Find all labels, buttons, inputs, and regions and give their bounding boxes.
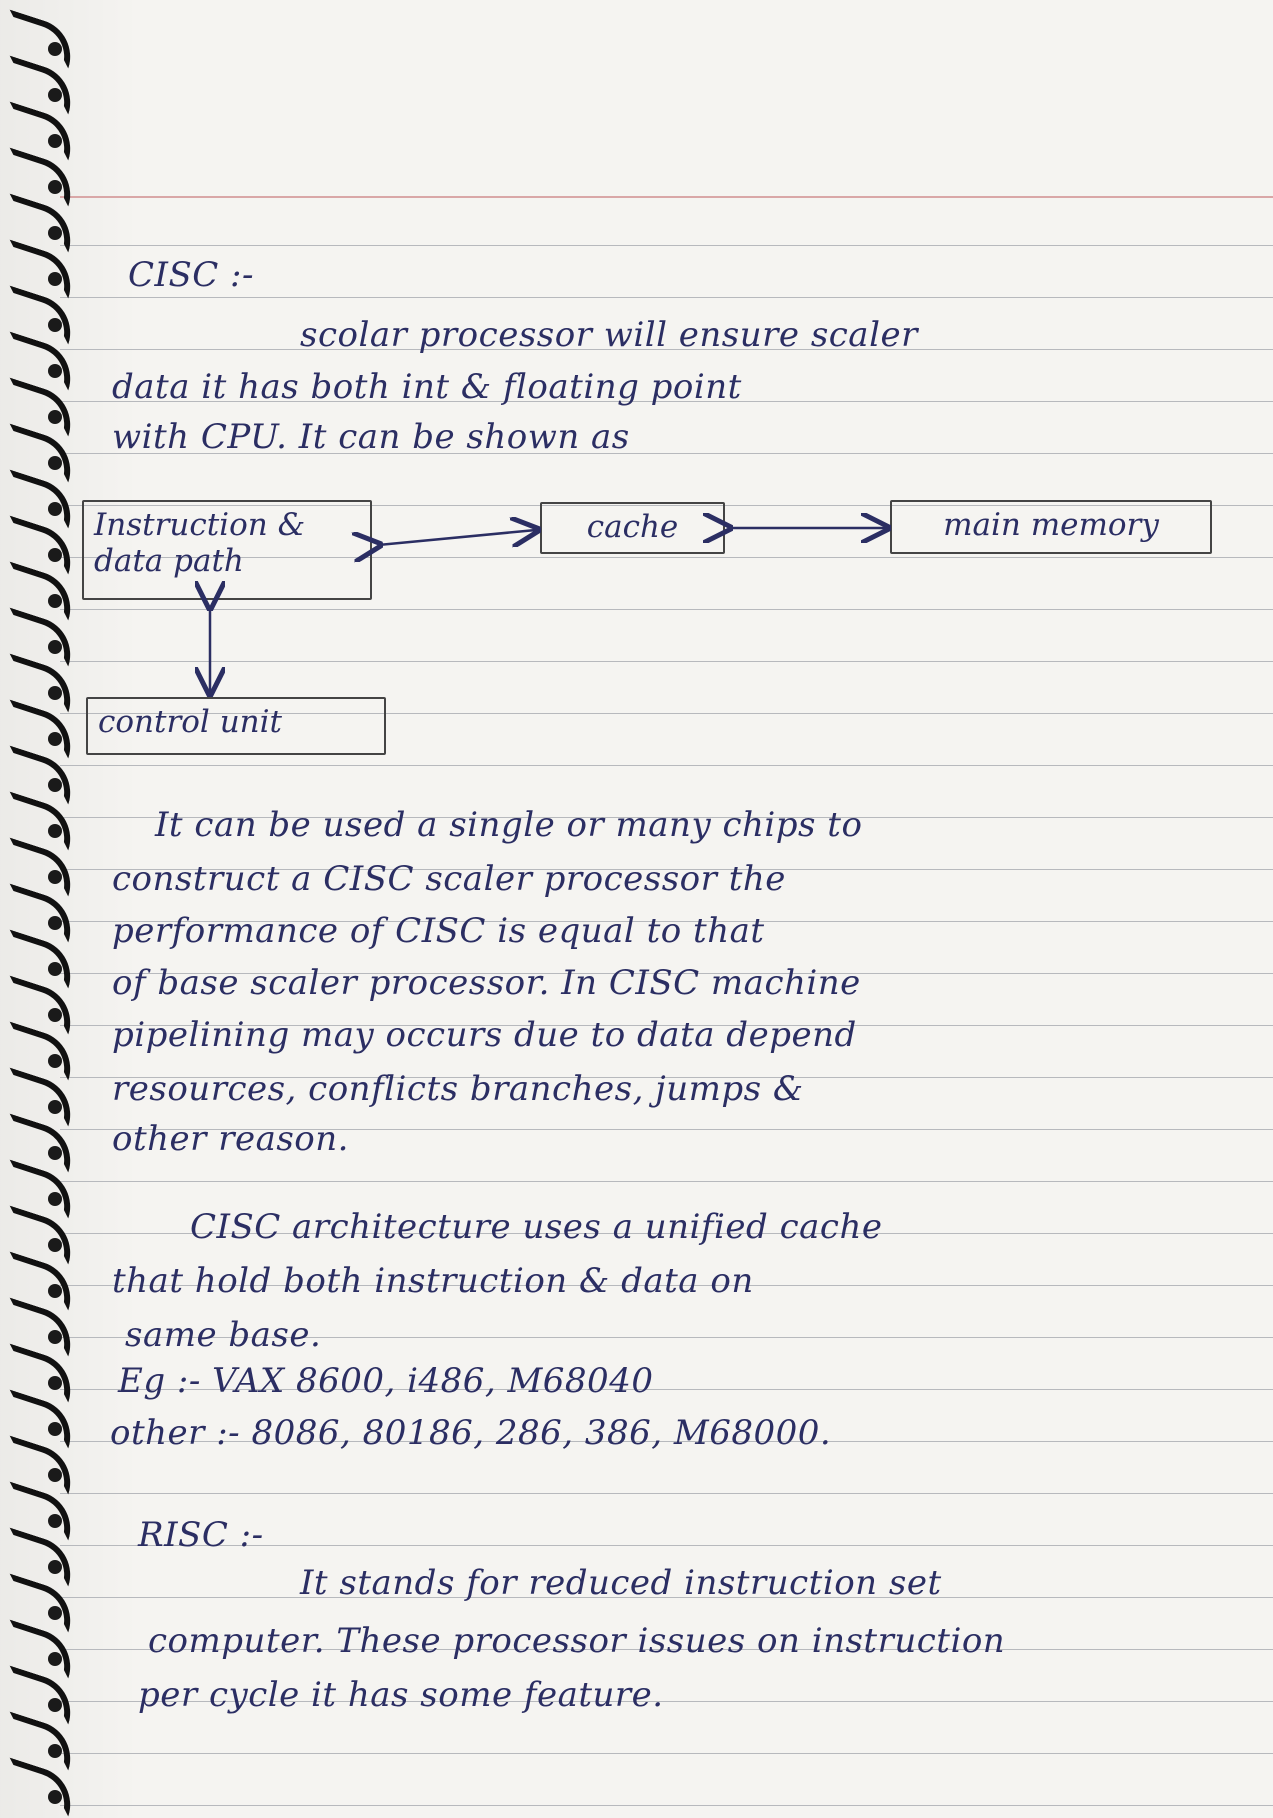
cisc-para2-line5: pipelining may occurs due to data depend [112, 1015, 857, 1055]
cisc-para3-line2: that hold both instruction & data on [112, 1261, 754, 1301]
cisc-examples: Eg :- VAX 8600, i486, M68040 [118, 1361, 654, 1401]
control-unit-box: control unit [86, 697, 386, 755]
risc-para-line3: per cycle it has some feature. [138, 1675, 664, 1715]
cache-box: cache [540, 502, 725, 554]
instruction-data-path-box: Instruction & data path [82, 500, 372, 600]
cisc-para2-line2: construct a CISC scaler processor the [112, 859, 786, 899]
main-memory-box: main memory [890, 500, 1212, 554]
cisc-para2-line7: other reason. [112, 1119, 349, 1159]
cisc-heading: CISC :- [128, 255, 255, 295]
cisc-para2-line6: resources, conflicts branches, jumps & [112, 1069, 804, 1109]
risc-para-line1: It stands for reduced instruction set [300, 1563, 942, 1603]
cisc-para2-line4: of base scaler processor. In CISC machine [112, 963, 861, 1003]
risc-heading: RISC :- [138, 1515, 264, 1555]
cisc-para1-line2: data it has both int & floating point [112, 367, 742, 407]
risc-para-line2: computer. These processor issues on instruction [148, 1621, 1006, 1661]
cisc-other-examples: other :- 8086, 80186, 286, 386, M68000. [110, 1413, 832, 1453]
cisc-para2-line1: It can be used a single or many chips to [155, 805, 863, 845]
cisc-para2-line3: performance of CISC is equal to that [112, 911, 765, 951]
cisc-para1-line3: with CPU. It can be shown as [112, 417, 630, 457]
cisc-para1-line1: scolar processor will ensure scaler [300, 315, 918, 355]
arrow-instruction-cache [378, 530, 536, 545]
cisc-para3-line1: CISC architecture uses a unified cache [190, 1207, 883, 1247]
cisc-para3-line3: same base. [125, 1315, 322, 1355]
